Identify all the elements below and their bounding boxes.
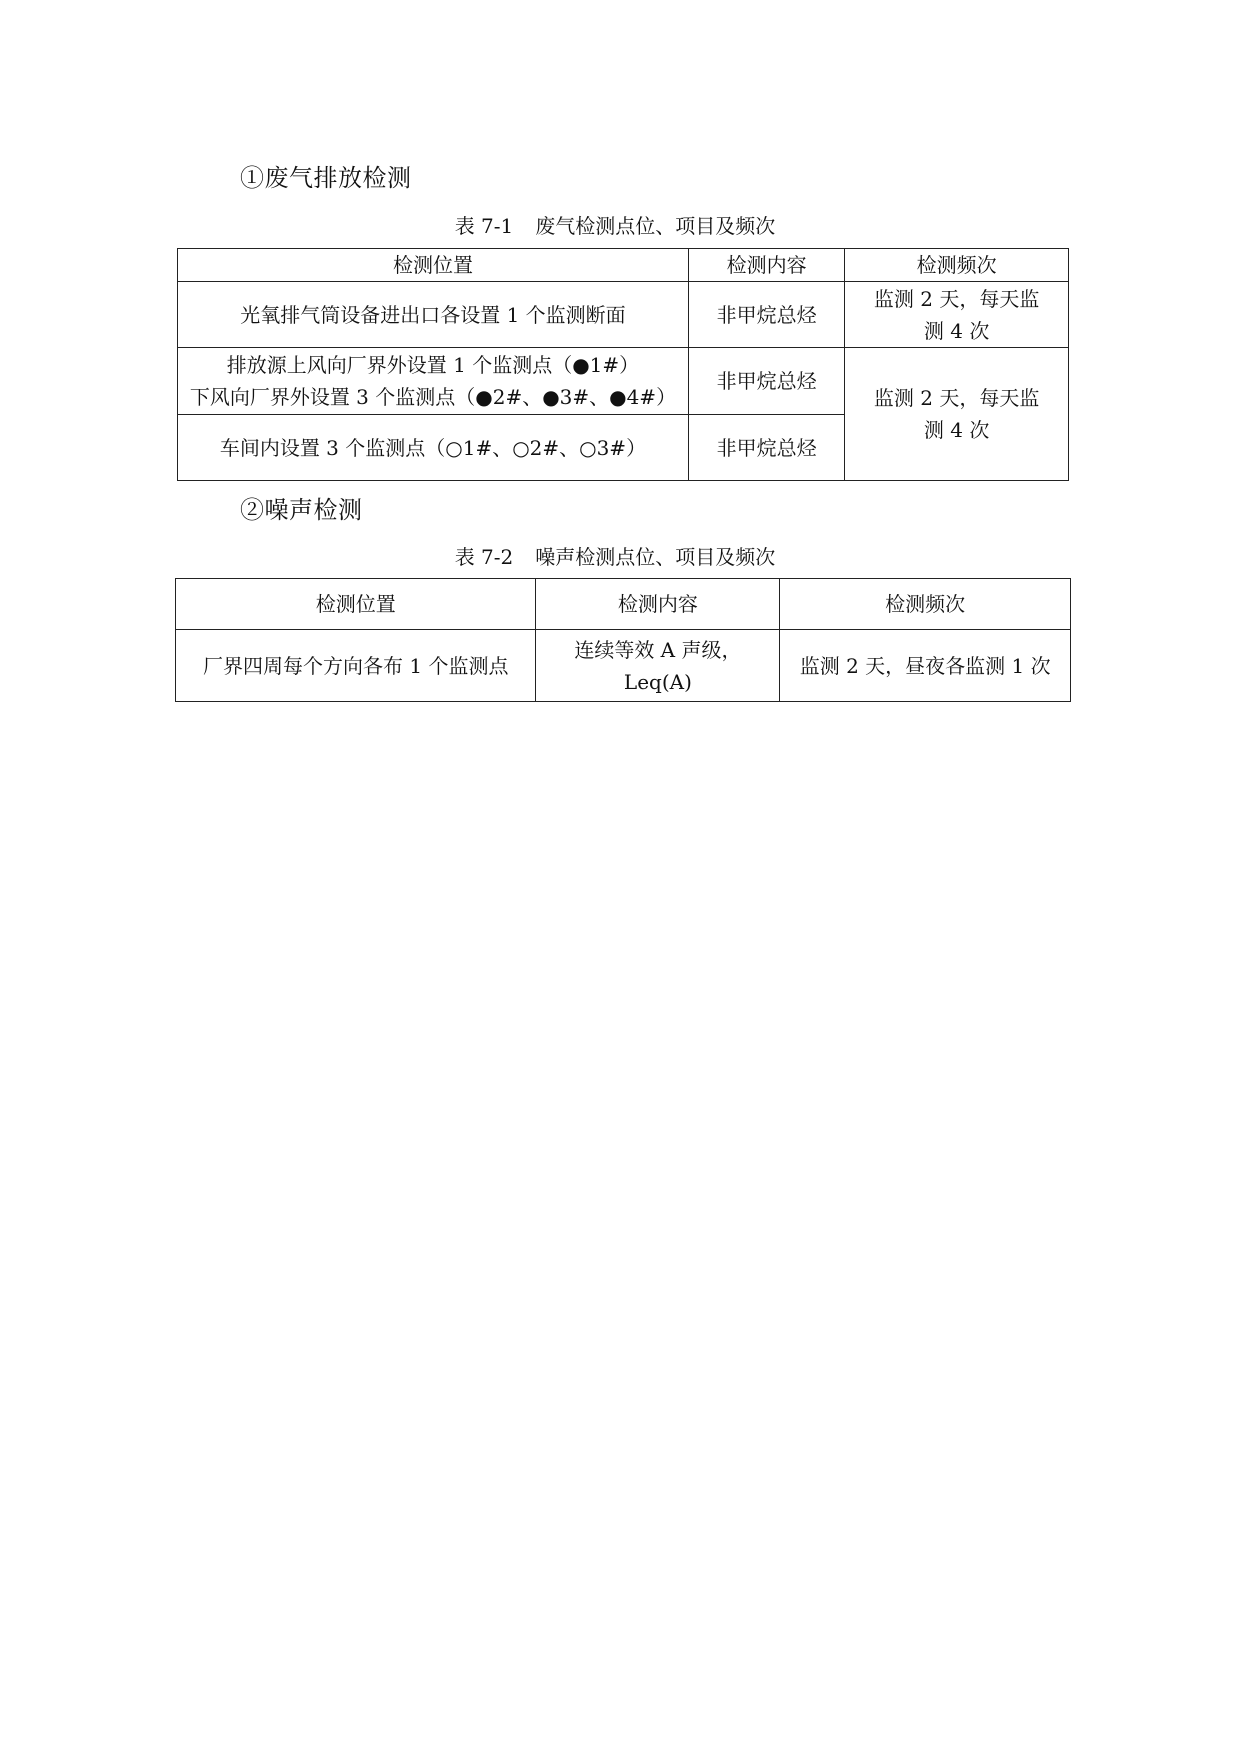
exhaust-monitoring-table <box>177 248 1069 481</box>
cell-text: 车间内设置 3 个监测点（○1#、○2#、○3#） <box>219 435 647 460</box>
noise-monitoring-table <box>175 578 1071 702</box>
location-cell <box>178 348 689 415</box>
cell-text: 光氧排气筒设备进出口各设置 1 个监测断面 <box>240 302 626 327</box>
caption-number: 表 7-1 <box>454 214 514 238</box>
table-row <box>178 348 1069 415</box>
caption-number: 表 7-2 <box>454 545 514 569</box>
location-cell <box>178 282 689 348</box>
header-cell: 检测频次 <box>780 579 1071 630</box>
header-cell: 检测位置 <box>176 579 536 630</box>
table-row <box>176 630 1071 702</box>
cell-text: 测 4 次 <box>923 418 990 442</box>
table-header-row <box>176 579 1071 630</box>
cell-text: 监测 2 天，每天监 <box>873 386 1040 410</box>
table-header-row <box>178 249 1069 282</box>
content-cell <box>536 630 780 702</box>
table-row <box>178 282 1069 348</box>
cell-text: 监测 2 天，每天监 <box>873 286 1040 311</box>
section-heading-noise: ②噪声检测 <box>240 496 363 524</box>
header-cell: 检测位置 <box>178 249 689 282</box>
content-cell: 非甲烷总烃 <box>688 282 844 348</box>
frequency-cell <box>845 348 1069 481</box>
table-caption <box>160 210 1070 239</box>
cell-text: 排放源上风向厂界外设置 1 个监测点（●1#） <box>226 353 640 377</box>
caption-title: 噪声检测点位、项目及频次 <box>535 545 776 569</box>
location-cell <box>178 415 689 481</box>
cell-text: 测 4 次 <box>923 318 990 343</box>
header-cell: 检测内容 <box>536 579 780 630</box>
section-heading-exhaust: ①废气排放检测 <box>240 164 412 192</box>
cell-text: 连续等效 A 声级， <box>574 637 742 662</box>
location-cell: 厂界四周每个方向各布 1 个监测点 <box>176 630 536 702</box>
table-caption <box>160 541 1070 570</box>
frequency-cell: 监测 2 天，昼夜各监测 1 次 <box>780 630 1071 702</box>
header-cell: 检测频次 <box>845 249 1069 282</box>
caption-title: 废气检测点位、项目及频次 <box>535 214 776 238</box>
cell-text: 下风向厂界外设置 3 个监测点（●2#、●3#、●4#） <box>189 385 677 409</box>
cell-text: Leq(A) <box>623 669 692 694</box>
frequency-cell <box>845 282 1069 348</box>
header-cell: 检测内容 <box>688 249 844 282</box>
content-cell: 非甲烷总烃 <box>688 415 844 481</box>
content-cell: 非甲烷总烃 <box>688 348 844 415</box>
